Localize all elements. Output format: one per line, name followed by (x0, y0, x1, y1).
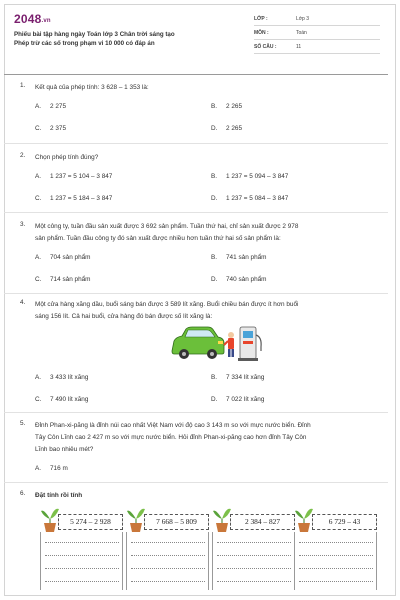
site-logo[interactable]: 2048.vn (14, 12, 51, 26)
worksheet-title: Phiếu bài tập hàng ngày Toán lớp 3 Chân trời sáng tạo (14, 31, 175, 38)
answer-area[interactable] (294, 532, 377, 590)
option-2c[interactable]: C. 1 237 = 5 184 – 3 847 (35, 195, 113, 202)
header-divider (4, 74, 388, 75)
answer-area[interactable] (40, 532, 123, 590)
option-4b[interactable]: B. 7 334 lít xăng (211, 374, 265, 381)
car-gas-pump-illustration (168, 321, 268, 365)
plant-icon (40, 505, 60, 533)
question-divider (4, 293, 388, 294)
question-divider (4, 143, 388, 144)
worksheet-subtitle: Phép trừ các số trong phạm vi 10 000 có đáp án (14, 40, 155, 47)
worksheet-meta (254, 12, 380, 54)
question-text: Kết quả của phép tính: 3 628 – 1 353 là: (35, 84, 149, 91)
option-3c[interactable]: C. 714 sản phẩm (35, 276, 91, 283)
plant-icon (294, 505, 314, 533)
calc-expression: 6 729 – 43 (312, 514, 377, 530)
option-1c[interactable]: C. 2 375 (35, 125, 66, 132)
option-2a[interactable]: A. 1 237 = 5 104 – 3 847 (35, 173, 113, 180)
plant-icon (212, 505, 232, 533)
question-text: Một cửa hàng xăng dầu, buổi sáng bán được 3 589 lít xăng. Buổi chiều bán được ít hơn buổi sáng 156 lít. Cả hai buổi, cửa hàng đó bán được số lít xăng là: (35, 301, 299, 320)
option-1d[interactable]: D. 2 265 (211, 125, 242, 132)
option-3d[interactable]: D. 740 sản phẩm (211, 276, 267, 283)
worksheet-header (14, 12, 382, 68)
meta-grade: LỚP : Lớp 3 (254, 12, 380, 26)
option-2b[interactable]: B. 1 237 = 5 094 – 3 847 (211, 173, 289, 180)
question-divider (4, 412, 388, 413)
option-4c[interactable]: C. 7 490 lít xăng (35, 396, 89, 403)
question-divider (4, 212, 388, 213)
answer-area[interactable] (212, 532, 295, 590)
meta-subject: MÔN : Toán (254, 26, 380, 40)
option-2d[interactable]: D. 1 237 = 5 084 – 3 847 (211, 195, 289, 202)
gas-pump-icon (238, 327, 261, 361)
question-text: Đỉnh Phan-xi-păng là đỉnh núi cao nhất Việt Nam với độ cao 3 143 m so với mực nước biển. Đỉnh Tây Côn Lĩnh cao 2 427 m so với mực nước biển. Hỏi đỉnh Phan-xi-păng cao hơn đỉnh Tây Côn Lĩnh bao nhiêu mét? (35, 422, 311, 453)
calc-expression: 2 384 – 827 (230, 514, 295, 530)
attendant-icon (224, 332, 234, 357)
option-1a[interactable]: A. 2 275 (35, 103, 66, 110)
question-divider (4, 482, 388, 483)
answer-area[interactable] (126, 532, 209, 590)
option-3b[interactable]: B. 741 sản phẩm (211, 254, 267, 261)
meta-question-count: SỐ CÂU : 11 (254, 40, 380, 54)
calc-expression: 7 668 – 5 809 (144, 514, 209, 530)
option-4a[interactable]: A. 3 433 lít xăng (35, 374, 89, 381)
question-text: Đặt tính rồi tính (35, 492, 83, 499)
option-4d[interactable]: D. 7 022 lít xăng (211, 396, 265, 403)
calc-expression: 5 274 – 2 928 (58, 514, 123, 530)
question-text: Chọn phép tính đúng? (35, 154, 99, 161)
option-3a[interactable]: A. 704 sản phẩm (35, 254, 91, 261)
car-icon (172, 327, 224, 359)
plant-icon (126, 505, 146, 533)
option-1b[interactable]: B. 2 265 (211, 103, 242, 110)
option-5a[interactable]: A. 716 m (35, 465, 68, 472)
question-text: Một công ty, tuần đầu sản xuất được 3 692 sản phẩm. Tuần thứ hai, chỉ sản xuất được 2 978 sản phẩm. Tuần đầu công ty đó sản xuất được nhiều hơn tuần thứ hai số sản phẩm là: (35, 223, 299, 242)
